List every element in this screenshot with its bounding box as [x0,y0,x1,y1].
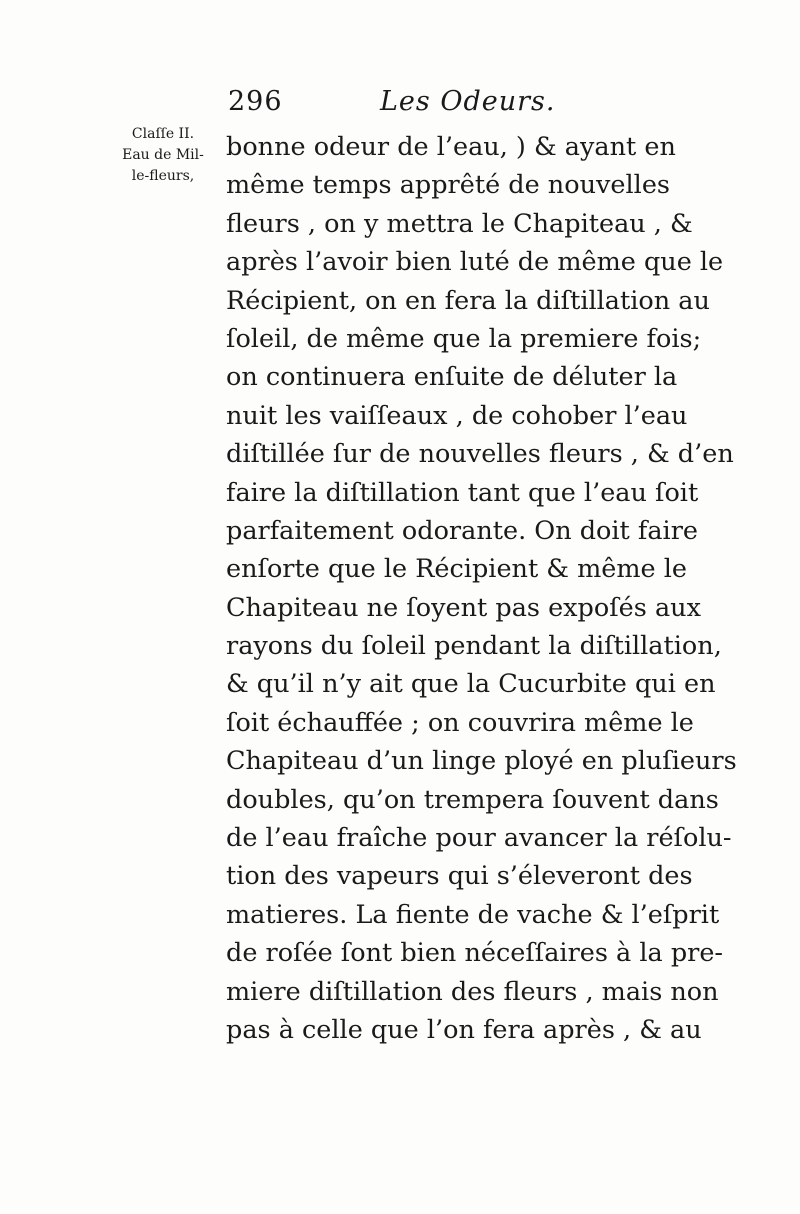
text-line: nuit les vaiſſeaux , de cohober l’eau [226,400,688,431]
running-title: Les Odeurs. [380,86,556,117]
text-line: Récipient, on en fera la diſtillation au [226,285,710,316]
text-line: pas à celle que l’on fera après , & au [226,1014,702,1045]
page-number: 296 [228,86,283,117]
margin-note [102,124,224,187]
text-line: Chapiteau d’un linge ployé en pluſieurs [226,746,737,777]
text-line: de l’eau fraîche pour avancer la réſolu- [226,823,732,854]
margin-note-line: Eau de Mil- [122,147,204,163]
text-line: on continuera enſuite de déluter la [226,362,678,393]
text-line: tion des vapeurs qui s’éleveront des [226,861,693,892]
page-header [228,86,668,126]
text-line: miere diſtillation des fleurs , mais non [226,976,719,1007]
text-line: enſorte que le Récipient & même le [226,554,688,585]
text-line: ſoleil, de même que la premiere fois; [226,323,702,354]
margin-note-line: le-fleurs, [131,168,195,184]
text-line: fleurs , on y mettra le Chapiteau , & [226,208,693,239]
text-line: rayons du ſoleil pendant la diſtillation, [226,631,722,662]
text-line: bonne odeur de l’eau, ) & ayant en [226,132,676,162]
text-line: même temps apprêté de nouvelles [226,170,670,201]
body-text [226,128,737,1049]
margin-note-line: Claſſe II. [131,126,195,142]
text-line: après l’avoir bien luté de même que le [226,247,724,278]
text-line: & qu’il n’y ait que la Cucurbite qui en [226,669,716,700]
text-line: ſoit échauffée ; on couvrira même le [226,707,694,738]
text-line: parfaitement odorante. On doit faire [226,515,698,546]
text-line: faire la diſtillation tant que l’eau ſoit [226,477,699,508]
text-line: matieres. La fiente de vache & l’eſprit [226,899,720,930]
text-line: de roſée ſont bien néceſſaires à la pre- [226,938,724,969]
text-line: diſtillée ſur de nouvelles fleurs , & d’en [226,439,734,470]
text-line: doubles, qu’on trempera ſouvent dans [226,784,719,815]
text-line: Chapiteau ne ſoyent pas expoſés aux [226,592,701,623]
